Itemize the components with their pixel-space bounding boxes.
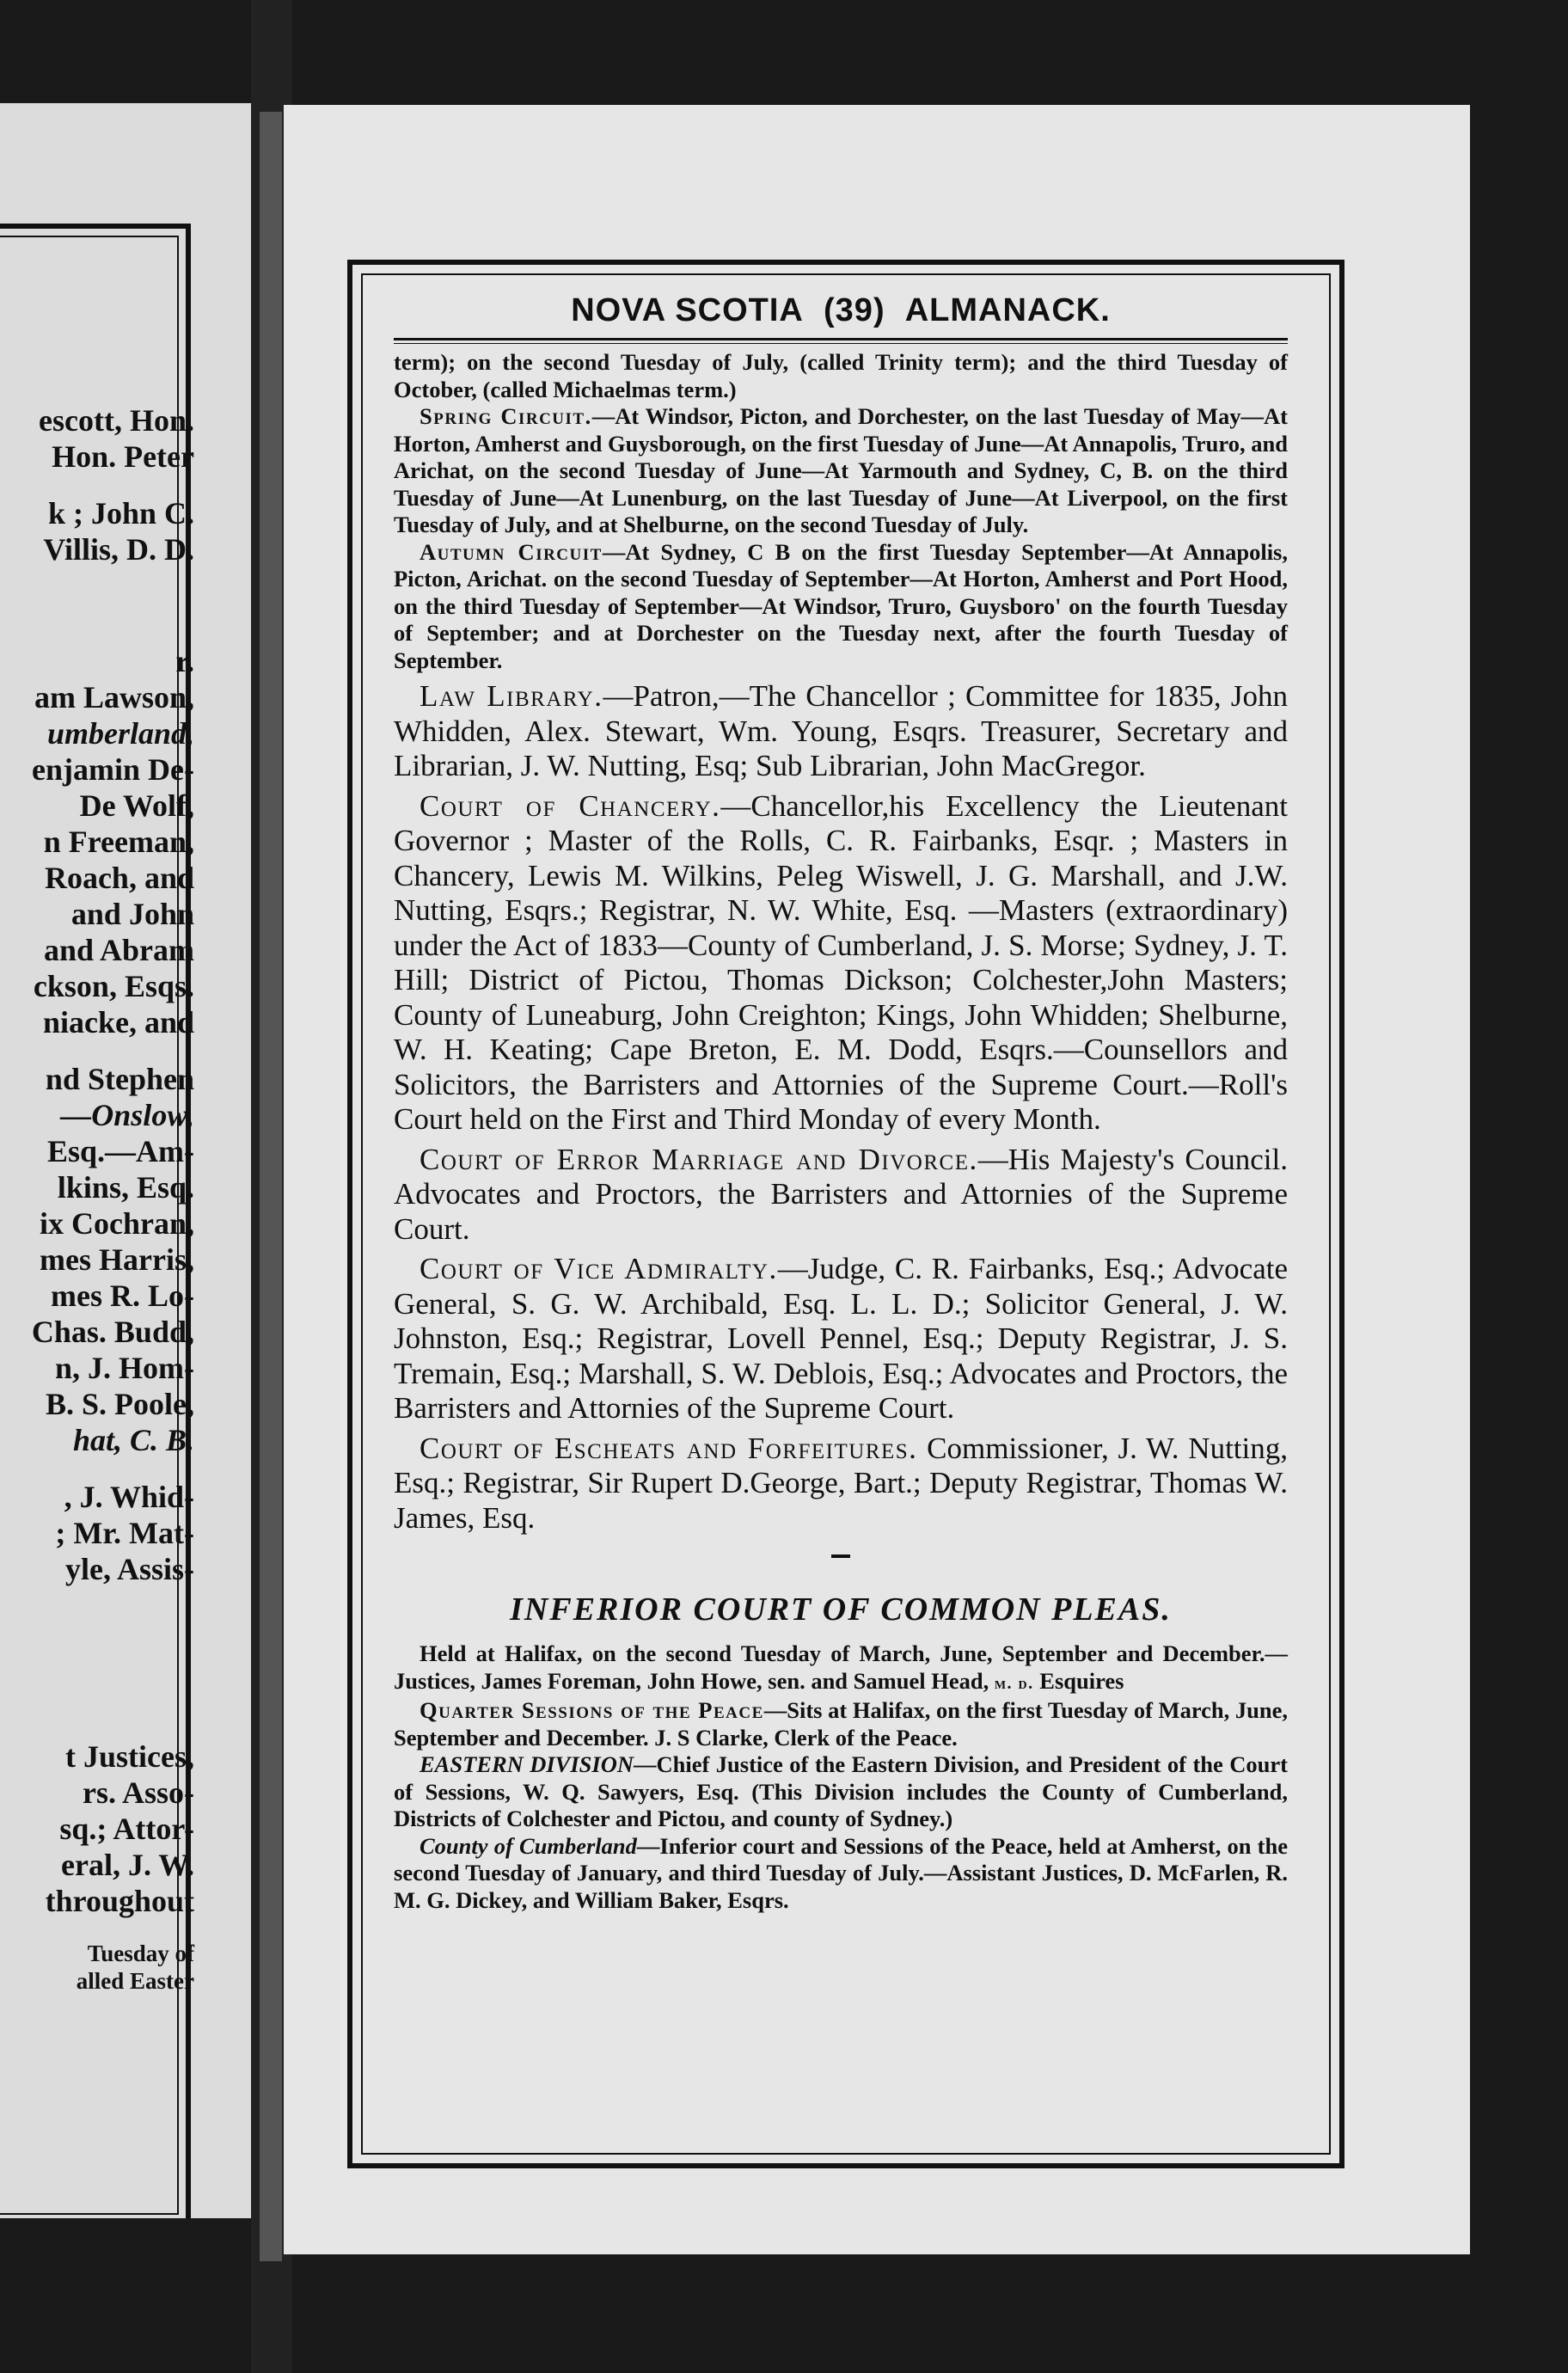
section-divider	[831, 1554, 850, 1558]
left-text-line: mes Harris,	[40, 1242, 194, 1277]
paragraph-text: —Chancellor,his Excellency the Lieutenant Governor ; Master of the Rolls, C. R. Fairbanks, Esqr. ; Masters in Chancery, Lewis M. Wilkins, Peleg Wiswell, J. G. Marshall, and J.W. Nutting, Esqrs.; Registrar, N. W. White, Esq. —Masters (extraordinary) under the Act of 1833—County of Cumberland, J. S. Morse; Sydney, J. T. Hill; District of Pictou, Thomas Dickson; Colchester,John Masters; County of Luneaburg, John Creighton; Kings, John Whidden; Shelburne, W. H. Keating; Cape Breton, E. M. Dodd, Esqrs.—Counsellors and Solicitors, the Barristers and Attornies of the Supreme Court.—Roll's Court held on the First and Third Monday of every Month.	[394, 788, 1288, 1136]
paragraph-heading: County of Cumberland	[420, 1832, 637, 1859]
left-text-line: throughout	[45, 1884, 194, 1918]
left-text-line: De Wolf,	[79, 788, 194, 823]
paragraph-heading: Spring Circuit.	[420, 403, 592, 429]
paragraph-text: Commissioner, J. W. Nutting, Esq.; Registrar, Sir Rupert D.George, Bart.; Deputy Registrar, Thomas W. James, Esq.	[394, 1431, 1288, 1535]
header-title-left: NOVA SCOTIA	[571, 292, 804, 328]
left-text-line: n, J. Hom-	[55, 1351, 194, 1385]
left-page-text	[0, 402, 194, 1995]
left-text-line: alled Easter	[76, 1968, 194, 1994]
paragraph-heading: EASTERN DIVISION	[420, 1751, 634, 1777]
left-text-line: , J. Whid-	[64, 1480, 194, 1514]
left-text-line: Chas. Budd,	[31, 1315, 194, 1349]
left-text-line: sq.; Attor-	[59, 1812, 194, 1846]
left-text-line: r.	[175, 644, 194, 678]
paragraph-text: —Sits at Halifax, on the first Tuesday of March, June, September and December. J. S Clarke, Clerk of the Peace.	[394, 1697, 1288, 1751]
left-text-line: nd Stephen	[45, 1062, 194, 1096]
left-text-line: k ; John C.	[47, 496, 194, 530]
left-gap	[0, 1919, 194, 1940]
left-text-line: and John	[70, 897, 194, 931]
paragraph	[394, 1143, 1288, 1248]
paragraph	[394, 403, 1288, 539]
left-gap	[0, 1040, 194, 1061]
paragraph-text: —At Windsor, Picton, and Dorchester, on the last Tuesday of May—At Horton, Amherst and Guysborough, on the first Tuesday of June—At Annapolis, Truro, and Arichat, on the second Tuesday of June—At Yarmouth and Sydney, C, B. on the third Tuesday of June—At Lunenburg, on the last Tuesday of June—At Liverpool, on the first Tuesday of July, and at Shelburne, on the second Tuesday of July.	[394, 403, 1288, 537]
inferior-court-section	[394, 1640, 1288, 1914]
left-page	[0, 103, 251, 2218]
paragraph	[394, 1252, 1288, 1426]
left-gap	[0, 567, 194, 605]
left-text-line: mes R. Lo-	[51, 1278, 194, 1313]
paragraph-text: —Chief Justice of the Eastern Division, and President of the Court of Sessions, W. Q. Sawyers, Esq. (This Division includes the County of Cumberland, Districts of Colchester and Pictou, and county of Sydney.)	[394, 1751, 1288, 1831]
paragraph	[394, 679, 1288, 784]
paragraph-heading: Autumn Circuit	[420, 538, 603, 565]
left-text-line: Esq.—Am-	[46, 1134, 194, 1168]
paragraph-heading: Court of Error Marriage and Divorce.	[420, 1142, 978, 1176]
paragraph	[394, 1432, 1288, 1536]
left-text-line: yle, Assis-	[64, 1552, 194, 1586]
paragraph-heading: Court of Vice Admiralty.	[420, 1252, 778, 1285]
page-number: (39)	[824, 292, 885, 328]
left-text-line: t Justices,	[65, 1739, 194, 1774]
left-text-line: umberland,	[46, 716, 194, 751]
left-text-line: enjamin De-	[32, 752, 194, 787]
left-text-line: and Abram	[43, 933, 194, 967]
left-text-line: Roach, and	[44, 861, 194, 895]
paragraph-text: term); on the second Tuesday of July, (called Trinity term); and the third Tuesday of October, (called Michaelmas term.)	[394, 349, 1288, 402]
paragraph	[394, 1751, 1288, 1833]
paragraph-heading: Law Library.	[420, 679, 603, 713]
left-text-line: escott, Hon.	[39, 403, 194, 438]
left-text-line: lkins, Esq.	[57, 1170, 194, 1205]
inferior-court-intro: Held at Halifax, on the second Tuesday of March, June, September and December.—Justices, James Foreman, John Howe, sen. and Samuel Head, m. d. Esquires	[394, 1640, 1288, 1694]
left-gap	[0, 475, 194, 495]
left-gap	[0, 1701, 194, 1738]
left-gap	[0, 1625, 194, 1663]
circuits-section	[394, 349, 1288, 674]
paragraph	[394, 1697, 1288, 1751]
paragraph-heading: Quarter Sessions of the Peace	[420, 1697, 764, 1723]
left-text-line: B. S. Poole,	[45, 1387, 194, 1421]
left-text-line: —Onslow,	[60, 1098, 194, 1132]
paragraph	[394, 539, 1288, 675]
paragraph	[394, 1833, 1288, 1915]
left-text-line: ix Cochran,	[40, 1206, 194, 1241]
left-gap	[0, 605, 194, 643]
paragraph-heading: Court of Chancery.	[420, 788, 721, 823]
paragraph-heading: Court of Escheats and Forfeitures.	[420, 1431, 918, 1465]
left-gap	[0, 1663, 194, 1701]
running-header	[394, 287, 1288, 338]
paragraph-text: —Patron,—The Chancellor ; Committee for 1835, John Whidden, Alex. Stewart, Wm. Young, Esqrs. Treasurer, Secretary and Librarian, J. W. Nutting, Esq; Sub Librarian, John MacGregor.	[394, 679, 1288, 782]
left-gap	[0, 1458, 194, 1479]
paragraph	[394, 789, 1288, 1137]
left-text-line: am Lawson,	[34, 680, 194, 714]
left-text-line: Villis, D. D.	[43, 532, 194, 567]
left-text-line: ckson, Esqs.	[33, 969, 194, 1003]
paragraph-text: —Judge, C. R. Fairbanks, Esq.; Advocate General, S. G. W. Archibald, Esq. L. L. D.; Solicitor General, J. W. Johnston, Esq.; Registrar, Lovell Pennel, Esq.; Deputy Registrar, J. S. Tremain, Esq.; Marshall, S. W. Deblois, Esq.; Advocates and Proctors, the Barristers and Attornies of the Supreme Court.	[394, 1252, 1288, 1425]
header-rule	[394, 338, 1288, 344]
left-text-line: hat, C. B.	[72, 1423, 194, 1457]
page-content	[394, 287, 1288, 1914]
left-text-line: ; Mr. Mat-	[55, 1516, 194, 1550]
left-text-line: rs. Asso-	[82, 1775, 194, 1810]
paragraph-text: —Inferior court and Sessions of the Peace, held at Amherst, on the second Tuesday of January, and third Tuesday of July.—Assistant Justices, D. McFarlen, R. M. G. Dickey, and William Baker, Esqrs.	[394, 1832, 1288, 1913]
paragraph-text: —At Sydney, C B on the first Tuesday September—At Annapolis, Picton, Arichat. on the second Tuesday of September—At Horton, Amherst and Port Hood, on the third Tuesday of September—At Windsor, Truro, Guysboro' on the fourth Tuesday of September; and at Dorchester on the Tuesday next, after the fourth Tuesday of September.	[394, 538, 1288, 673]
left-text-line: eral, J. W.	[60, 1848, 194, 1882]
inferior-court-title: INFERIOR COURT OF COMMON PLEAS.	[510, 1591, 1172, 1628]
page-border	[347, 260, 1344, 2168]
left-text-line: niacke, and	[42, 1005, 194, 1039]
left-text-line: Hon. Peter	[52, 439, 194, 474]
courts-section	[394, 679, 1288, 1536]
left-text-line: Tuesday of	[87, 1941, 194, 1966]
paragraph-text: —His Majesty's Council. Advocates and Proctors, the Barristers and Attornies of the Supreme Court.	[394, 1142, 1288, 1246]
header-title-right: ALMANACK.	[904, 292, 1111, 328]
left-text-line: n Freeman,	[43, 825, 194, 859]
paragraph	[394, 349, 1288, 403]
right-page	[284, 105, 1470, 2254]
left-gap	[0, 1587, 194, 1625]
